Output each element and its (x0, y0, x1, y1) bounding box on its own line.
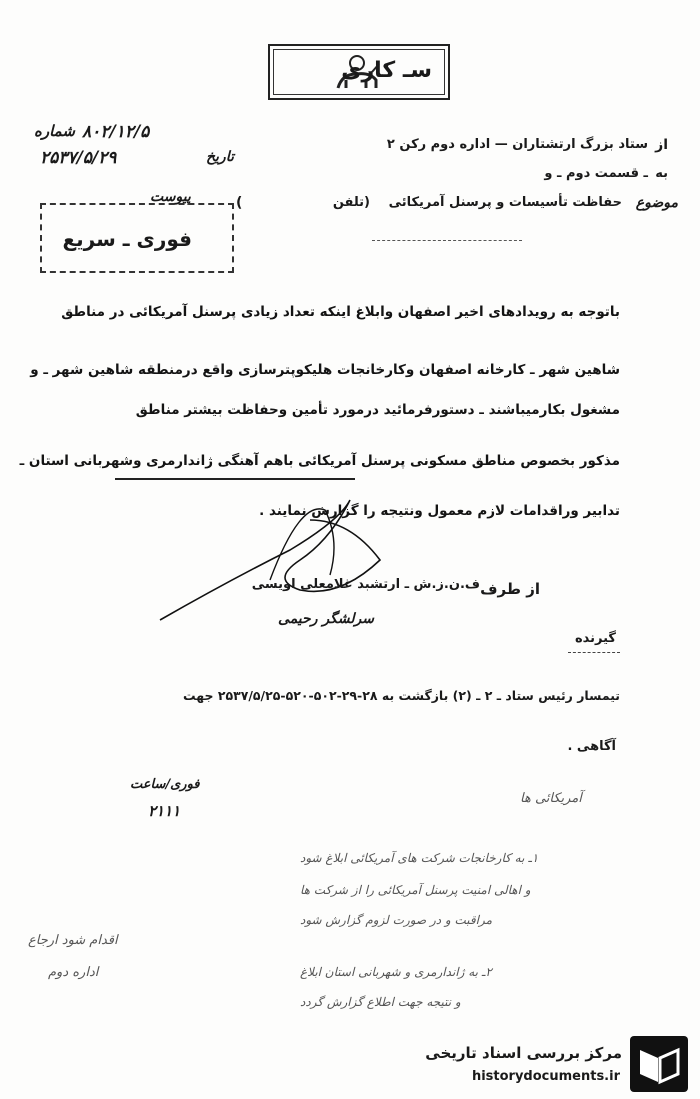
recipients-label: گیرنده (574, 631, 616, 646)
annotation-left-number: ۲۱۱۱ (148, 802, 181, 820)
book-logo-icon (630, 1036, 688, 1092)
header-phone-close: ) (236, 195, 243, 211)
signature-from-label: از طرف (480, 580, 540, 598)
signature-name: سرلشگر رحیمی (278, 611, 374, 627)
left-margin-line-2: اداره دوم (48, 965, 99, 980)
watermark-website: historydocuments.ir (471, 1069, 620, 1084)
header-to-prefix: به (655, 166, 668, 181)
annotation-left-top: فوری/ساعت (130, 777, 200, 792)
header-from-office: ستاد بزرگ ارتشتاران — اداره دوم رکن ۲ (386, 137, 648, 152)
annotation-center: آمریکائی ها (520, 791, 582, 806)
recipients-line-2: آگاهی . (567, 739, 616, 754)
marginal-line-5: و نتیجه جهت اطلاع گزارش گردد (300, 995, 461, 1009)
watermark-org-name: مرکز بررسی اسناد تاریخی (425, 1044, 622, 1062)
marginal-line-3: مراقبت و در صورت لزوم گزارش شود (300, 913, 493, 927)
history-documents-logo (630, 1036, 688, 1092)
reference-number-label: شماره (34, 122, 75, 140)
handwritten-signature-icon (150, 480, 410, 630)
reference-date-label: تاریخ (206, 149, 234, 165)
recipients-line-1: تیمسار رئیس ستاد ـ ۲ ـ (۲) بازگشت به ۲۸-۲۹-۵۰۲-۵۲۰-۲۵۳۷/۵/۲۵ جهت (182, 688, 620, 703)
classification-text: سـ کاری (341, 58, 432, 83)
receipt-stamp-text: فوری ـ سریع (62, 227, 192, 251)
body-line-5: تدابیر وراقدامات لازم معمول ونتیجه را گزارش نمایند . (259, 503, 620, 519)
signature-from-unit: ف.ن.ز.ش ـ ارتشبد غلامعلی اویسی (251, 577, 480, 592)
body-line-3: مشغول بکارمیباشند ـ دستورفرمائید درمورد تأمین وحفاظت بیشتر مناطق (135, 402, 620, 418)
marginal-line-1: ۱ـ به کارخانجات شرکت های آمریکائی ابلاغ شود (300, 851, 539, 865)
reference-attachment-label: پیوست (150, 189, 191, 205)
body-line-4: مذکور بخصوص مناطق مسکونی پرسنل آمریکائی باهم آهنگی ژاندارمری وشهربانی استان ـ (19, 453, 620, 469)
header-from-label: از (655, 137, 668, 153)
header-phone-label: (تلفن (332, 195, 370, 210)
lion-and-sun-emblem-icon (332, 52, 382, 92)
header-subject-text: حفاظت تأسیسات و پرسنل آمریکائی (388, 195, 622, 210)
marginal-line-2: و اهالی امنیت پرسنل آمریکائی را از شرکت ها (300, 883, 531, 897)
left-margin-line-1: اقدام شود ارجاع (28, 933, 118, 948)
recipients-underline (568, 652, 620, 653)
body-line-1: باتوجه به رویدادهای اخیر اصفهان وابلاغ اینکه تعداد زیادی پرسنل آمریکائی در مناطق (61, 304, 620, 320)
header-to-text: ـ قسمت دوم ـ و (544, 166, 648, 181)
header-divider (372, 240, 522, 241)
reference-date-value: ۲۵۳۷/۵/۲۹ (40, 148, 117, 168)
marginal-line-4: ۲ـ به ژاندارمری و شهربانی استان ابلاغ (300, 965, 492, 979)
body-line-2: شاهین شهر ـ کارخانه اصفهان وکارخانجات هلیکوپترسازی واقع درمنطقه شاهین شهر ـ و (30, 362, 620, 378)
receipt-stamp (40, 203, 234, 273)
reference-number-value: ۸۰۲/۱۲/۵ (82, 122, 150, 142)
header-subject-label: موضوع (635, 195, 678, 211)
classification-stamp (268, 44, 450, 100)
